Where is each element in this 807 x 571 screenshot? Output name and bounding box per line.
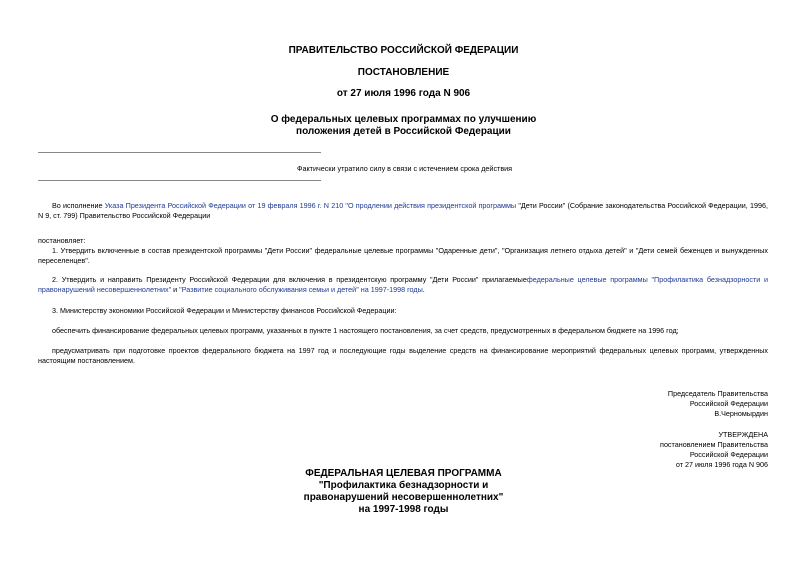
program-title-line4: на 1997-1998 годы (358, 504, 449, 515)
paragraph-budget: предусматривать при подготовке проектов федерального бюджета на 1997 год и последующие годы выделение средств на финансирование мероприятий федеральных целевых программ, утвержденных настоящим постановлением. (38, 346, 768, 365)
doc-type: ПОСТАНОВЛЕНИЕ (357, 67, 450, 78)
doc-title-line2: положения детей в Российской Федерации (296, 126, 511, 137)
program-title-line3: правонарушений несовершеннолетних" (303, 492, 504, 503)
signature-block (600, 389, 768, 419)
signature-name: В.Черномырдин (714, 409, 768, 418)
divider-top (38, 152, 321, 153)
approval-line2: постановлением Правительства (660, 440, 768, 449)
paragraph-decides: постановляет: (38, 236, 86, 245)
approval-block (600, 430, 768, 470)
paragraph-item-2: 2. Утвердить и направить Президенту Российской Федерации для включения в президентскую программу "Дети России" прилагаемыефедеральные целевые программы "Профилактика безнадзорности и правонарушений несовершеннолетних" и "Развитие социального обслуживания семьи и детей" на 1997-1998 годы. (38, 275, 768, 294)
date-line: от 27 июля 1996 года N 906 (336, 88, 471, 99)
signature-line2: Российской Федерации (689, 399, 768, 408)
paragraph-funding: обеспечить финансирование федеральных целевых программ, указанных в пункте 1 настоящего постановления, за счет средств, предусмотренных в федеральном бюджете на 1996 год; (52, 326, 679, 335)
program-title-line2: "Профилактика безнадзорности и (318, 480, 489, 491)
decree-link[interactable]: Указа Президента Российской Федерации от 19 февраля 1996 г. N 210 "О продлении действия президентской программы (104, 201, 517, 210)
approval-line4: от 27 июля 1996 года N 906 (675, 460, 768, 469)
signature-line1: Председатель Правительства (667, 389, 768, 398)
paragraph-item-3: 3. Министерству экономики Российской Федерации и Министерству финансов Российской Федерации: (52, 306, 397, 315)
divider-bottom (38, 180, 321, 181)
program-link-prevention[interactable]: федеральные целевые программы "Профилактика безнадзорности и правонарушений несовершеннолетних" (38, 275, 768, 294)
program-link-social-service[interactable]: "Развитие социального обслуживания семьи и детей" на 1997-1998 годы (179, 285, 423, 294)
program-title-line1: ФЕДЕРАЛЬНАЯ ЦЕЛЕВАЯ ПРОГРАММА (305, 468, 502, 479)
doc-title-line1: О федеральных целевых программах по улучшению (270, 114, 537, 125)
paragraph-preamble: Во исполнение Указа Президента Российской Федерации от 19 февраля 1996 г. N 210 "О продлении действия президентской программы "Дети России" (Собрание законодательства Российской Федерации, 1996, N 9, ст. 799) Правительство Российской Федерации (38, 201, 768, 220)
status-note: Фактически утратило силу в связи с истечением срока действия (297, 164, 513, 173)
paragraph-item-1: 1. Утвердить включенные в состав президентской программы "Дети России" федеральные целевые программы "Одаренные дети", "Организация летнего отдыха детей" и "Дети семей беженцев и вынужденных переселенцев". (38, 246, 768, 265)
approval-line1: УТВЕРЖДЕНА (718, 430, 768, 439)
approval-line3: Российской Федерации (689, 450, 768, 459)
gov-title: ПРАВИТЕЛЬСТВО РОССИЙСКОЙ ФЕДЕРАЦИИ (288, 45, 519, 56)
